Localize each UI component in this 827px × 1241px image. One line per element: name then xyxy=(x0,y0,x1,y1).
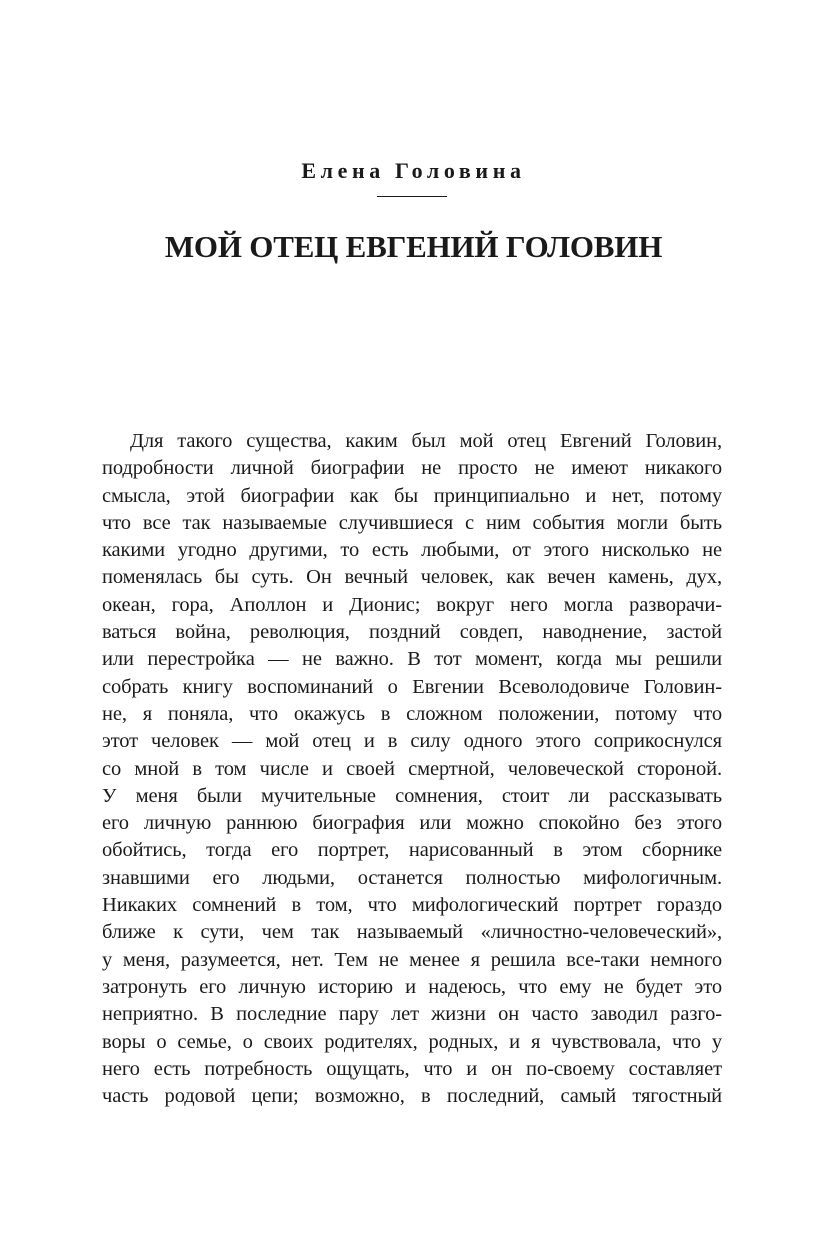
text-line: него есть потребность ощущать, что и он по-своему составляет xyxy=(102,1057,722,1080)
text-line: со мной в том числе и своей смертной, человеческой стороной. xyxy=(102,757,722,780)
text-line: какими угодно другими, то есть любыми, от этого нисколько не xyxy=(102,539,722,562)
text-line: не, я поняла, что окажусь в сложном положении, потому что xyxy=(102,702,722,725)
author-name: Елена Головина xyxy=(301,158,526,183)
text-line: ближе к сути, чем так называемый «личностно-человеческий», xyxy=(102,921,722,944)
text-line: что все так называемые случившиеся с ним события могли быть xyxy=(102,511,722,534)
text-line: смысла, этой биографии как бы принципиально и нет, потому xyxy=(102,484,722,507)
text-line: обойтись, тогда его портрет, нарисованный в этом сборнике xyxy=(102,839,722,862)
title-divider xyxy=(377,196,447,197)
text-line: У меня были мучительные сомнения, стоит ли рассказывать xyxy=(102,784,722,807)
text-line: собрать книгу воспоминаний о Евгении Всеволодовиче Головин- xyxy=(102,675,722,698)
text-line: часть родовой цепи; возможно, в последний, самый тягостный xyxy=(102,1085,722,1108)
text-line: ваться война, революция, поздний совдеп, наводнение, застой xyxy=(102,621,722,644)
chapter-title: МОЙ ОТЕЦ ЕВГЕНИЙ ГОЛОВИН xyxy=(164,229,663,264)
text-line: океан, гора, Аполлон и Дионис; вокруг него могла разворачи- xyxy=(102,593,722,616)
body-text xyxy=(102,428,722,1110)
text-line: его личную раннюю биография или можно спокойно без этого xyxy=(102,812,722,835)
text-line: у меня, разумеется, нет. Тем не менее я решила все-таки немного xyxy=(102,948,722,971)
text-line: воры о семье, о своих родителях, родных, и я чувствовала, что у xyxy=(102,1030,722,1053)
text-line: этот человек — мой отец и в силу одного этого соприкоснулся xyxy=(102,730,722,753)
text-line: или перестройка — не важно. В тот момент, когда мы решили xyxy=(102,648,722,671)
text-line: знавшими его людьми, останется полностью мифологичным. xyxy=(102,866,722,889)
text-line: затронуть его личную историю и надеюсь, что ему не будет это xyxy=(102,975,722,998)
text-line: неприятно. В последние пару лет жизни он часто заводил разго- xyxy=(102,1003,722,1026)
text-line: Для такого существа, каким был мой отец Евгений Головин, xyxy=(130,430,722,452)
text-line: Никаких сомнений в том, что мифологический портрет гораздо xyxy=(102,894,722,917)
text-line: поменялась бы суть. Он вечный человек, как вечен камень, дух, xyxy=(102,566,722,589)
text-line: подробности личной биографии не просто не имеют никакого xyxy=(102,457,722,480)
